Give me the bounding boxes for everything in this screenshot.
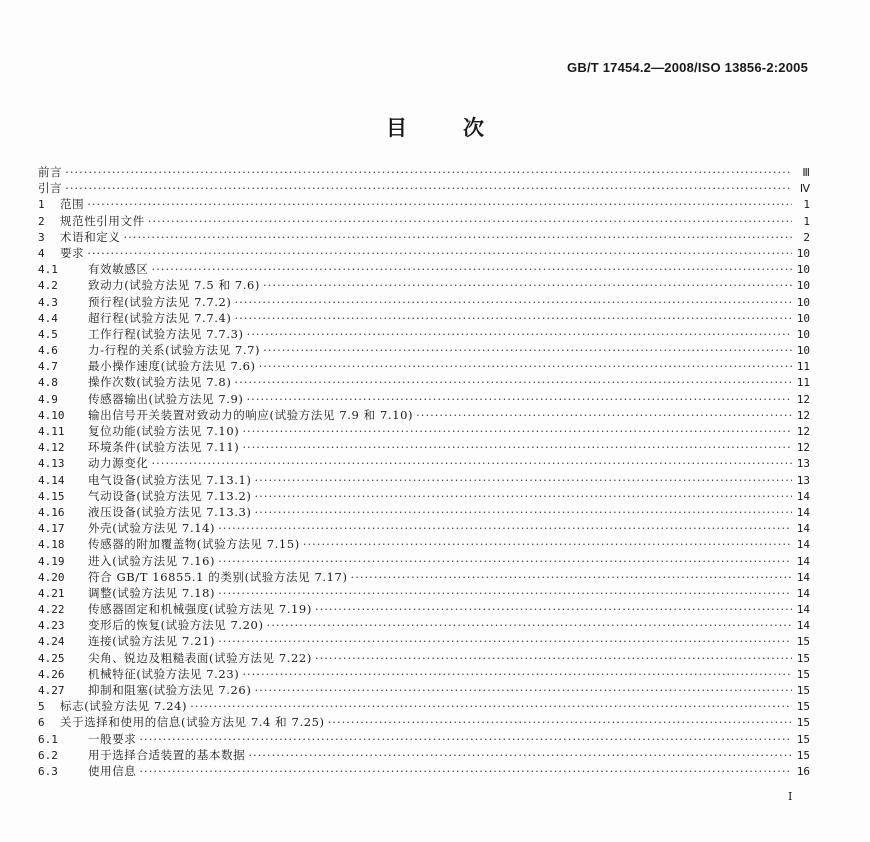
toc-entry-title: 标志(试验方法见 7.24) <box>60 699 188 714</box>
toc-entry-number: 4.3 <box>38 295 58 309</box>
toc-leader-dots <box>149 261 793 277</box>
toc-entry-page: 12 <box>796 408 810 422</box>
toc-entry-title: 力-行程的关系(试验方法见 7.7) <box>88 343 261 358</box>
toc-entry <box>38 358 810 374</box>
toc-entry-page: 11 <box>796 376 810 390</box>
toc-entry-page: 16 <box>796 764 810 778</box>
toc-entry-number: 4.25 <box>38 651 65 665</box>
toc-leader-dots <box>232 294 793 310</box>
toc-leader-dots <box>62 180 792 196</box>
toc-leader-dots <box>84 245 792 261</box>
toc-entry <box>38 423 810 439</box>
toc-leader-dots <box>300 536 792 552</box>
toc-entry-title: 术语和定义 <box>60 229 121 244</box>
toc-entry-title: 工作行程(试验方法见 7.7.3) <box>88 326 244 341</box>
page-title: 目次 <box>386 115 540 140</box>
toc-entry <box>38 633 810 649</box>
toc-entry-page: 15 <box>796 748 810 762</box>
toc-entry-title: 一般要求 <box>88 731 137 746</box>
toc-entry-title: 操作次数(试验方法见 7.8) <box>88 375 232 390</box>
toc-entry-number: 4.20 <box>38 570 65 584</box>
toc-entry <box>38 326 810 342</box>
toc-entry-title: 电气设备(试验方法见 7.13.1) <box>88 472 252 487</box>
toc-entry <box>38 277 810 293</box>
toc-leader-dots <box>251 682 792 698</box>
toc-entry <box>38 650 810 666</box>
toc-entry-number: 4 <box>38 246 45 260</box>
toc-leader-dots <box>136 731 792 747</box>
toc-entry-title: 连接(试验方法见 7.21) <box>88 634 216 649</box>
toc-entry <box>38 310 810 326</box>
toc-entry-page: 2 <box>803 230 810 244</box>
toc-entry-number: 4.13 <box>38 457 65 471</box>
toc-entry-number: 3 <box>38 230 45 244</box>
toc-entry-number: 4.24 <box>38 635 65 649</box>
toc-entry-page: Ⅲ <box>802 166 810 179</box>
toc-entry-page: 15 <box>796 651 810 665</box>
toc-entry-page: 13 <box>796 457 810 471</box>
toc-entry-number: 4.12 <box>38 441 65 455</box>
toc-entry-title: 液压设备(试验方法见 7.13.3) <box>88 504 252 519</box>
toc-entry-number: 5 <box>38 700 45 714</box>
toc-leader-dots <box>136 763 792 779</box>
toc-entry <box>38 714 810 730</box>
page-number: I <box>788 790 793 803</box>
toc-entry-title: 范围 <box>60 197 85 212</box>
toc-entry <box>38 488 810 504</box>
toc-entry-title: 超行程(试验方法见 7.7.4) <box>88 310 232 325</box>
toc-entry-page: 15 <box>796 716 810 730</box>
toc-entry-title: 环境条件(试验方法见 7.11) <box>88 440 240 455</box>
table-of-contents <box>38 164 810 779</box>
toc-entry <box>38 455 810 471</box>
toc-entry <box>38 229 810 245</box>
toc-entry <box>38 213 810 229</box>
toc-entry-title: 机械特征(试验方法见 7.23) <box>88 666 240 681</box>
toc-entry-page: 10 <box>796 263 810 277</box>
toc-entry <box>38 536 810 552</box>
toc-entry-title: 要求 <box>60 245 85 260</box>
toc-entry <box>38 601 810 617</box>
toc-leader-dots <box>215 520 792 536</box>
toc-leader-dots <box>256 358 792 374</box>
toc-entry-number: 4.9 <box>38 392 58 406</box>
toc-entry-page: 14 <box>796 489 810 503</box>
toc-entry-number: 6.1 <box>38 732 58 746</box>
toc-entry-number: 4.5 <box>38 327 58 341</box>
toc-entry-page: 1 <box>803 214 810 228</box>
toc-entry-number: 4.10 <box>38 408 65 422</box>
toc-leader-dots <box>413 407 792 423</box>
toc-entry-page: 12 <box>796 441 810 455</box>
toc-entry <box>38 261 810 277</box>
toc-leader-dots <box>312 601 792 617</box>
toc-entry-page: 14 <box>796 554 810 568</box>
toc-leader-dots <box>252 472 792 488</box>
toc-leader-dots <box>348 569 792 585</box>
toc-entry-page: 15 <box>796 635 810 649</box>
toc-leader-dots <box>252 488 792 504</box>
toc-entry-number: 4.27 <box>38 684 65 697</box>
toc-entry-page: 15 <box>796 684 810 697</box>
toc-leader-dots <box>312 650 792 666</box>
toc-entry-number: 4.23 <box>38 619 65 633</box>
toc-leader-dots <box>239 439 792 455</box>
toc-entry <box>38 698 810 714</box>
toc-leader-dots <box>145 213 792 229</box>
toc-entry-title: 抑制和阻塞(试验方法见 7.26) <box>88 683 252 697</box>
toc-leader-dots <box>325 714 792 730</box>
toc-entry-title: 传感器的附加覆盖物(试验方法见 7.15) <box>88 537 300 552</box>
toc-entry <box>38 569 810 585</box>
toc-entry <box>38 407 810 423</box>
toc-leader-dots <box>260 342 792 358</box>
toc-entry-page: 14 <box>796 522 810 536</box>
toc-entry-number: 4.2 <box>38 279 58 293</box>
toc-entry <box>38 682 810 698</box>
toc-leader-dots <box>232 310 793 326</box>
toc-entry-page: 12 <box>796 425 810 438</box>
toc-entry <box>38 617 810 633</box>
toc-entry-page: 15 <box>796 732 810 746</box>
toc-entry-number: 4.26 <box>38 667 65 681</box>
toc-entry-number: 4.15 <box>38 489 65 503</box>
toc-entry-page: 14 <box>796 619 810 633</box>
toc-entry-page: 15 <box>796 700 810 714</box>
toc-entry-title: 关于选择和使用的信息(试验方法见 7.4 和 7.25) <box>60 715 325 730</box>
toc-entry-title: 预行程(试验方法见 7.7.2) <box>88 294 232 309</box>
toc-entry-number: 4.4 <box>38 311 58 325</box>
toc-leader-dots <box>62 164 792 180</box>
toc-entry <box>38 196 810 212</box>
toc-entry-title: 传感器输出(试验方法见 7.9) <box>88 391 244 406</box>
toc-leader-dots <box>239 423 792 439</box>
toc-entry-number: 2 <box>38 214 45 228</box>
toc-entry-page: 14 <box>796 603 810 617</box>
toc-leader-dots <box>231 374 792 390</box>
toc-entry-title: 传感器固定和机械强度(试验方法见 7.19) <box>88 602 312 617</box>
toc-entry-number: 4.17 <box>38 522 65 536</box>
toc-entry-number: 4.21 <box>38 586 65 600</box>
toc-entry <box>38 374 810 390</box>
toc-entry-title: 规范性引用文件 <box>60 213 145 228</box>
toc-leader-dots <box>215 633 792 649</box>
toc-entry-title: 致动力(试验方法见 7.5 和 7.6) <box>88 278 261 293</box>
toc-entry <box>38 391 810 407</box>
toc-entry-page: 13 <box>796 473 810 487</box>
toc-entry-page: 14 <box>796 538 810 552</box>
toc-entry-title: 变形后的恢复(试验方法见 7.20) <box>88 618 264 633</box>
toc-entry-page: 15 <box>796 667 810 681</box>
toc-entry-number: 4.19 <box>38 554 65 568</box>
toc-leader-dots <box>264 617 792 633</box>
toc-entry-number: 4.16 <box>38 505 65 519</box>
toc-entry-number: 4.8 <box>38 376 58 390</box>
toc-entry-page: 10 <box>796 311 810 325</box>
toc-entry-number: 4.11 <box>38 425 65 438</box>
toc-entry-title: 前言 <box>38 165 63 179</box>
toc-entry-number: 6.2 <box>38 748 58 762</box>
toc-entry <box>38 342 810 358</box>
toc-entry-title: 复位功能(试验方法见 7.10) <box>88 424 240 438</box>
toc-entry <box>38 553 810 569</box>
toc-entry <box>38 763 810 779</box>
toc-entry-title: 有效敏感区 <box>88 262 149 277</box>
toc-entry <box>38 164 810 180</box>
toc-entry-title: 外壳(试验方法见 7.14) <box>88 521 216 536</box>
toc-entry-number: 4.22 <box>38 603 65 617</box>
toc-entry <box>38 731 810 747</box>
toc-entry <box>38 472 810 488</box>
standard-number: GB/T 17454.2—2008/ISO 13856-2:2005 <box>567 60 808 75</box>
toc-leader-dots <box>244 391 792 407</box>
toc-entry-page: 11 <box>796 360 810 374</box>
toc-leader-dots <box>149 455 793 471</box>
toc-entry-page: 10 <box>796 344 810 358</box>
toc-entry-title: 调整(试验方法见 7.18) <box>88 585 216 600</box>
toc-leader-dots <box>121 229 793 245</box>
toc-entry-page: 14 <box>796 505 810 519</box>
toc-entry-title: 符合 GB/T 16855.1 的类别(试验方法见 7.17) <box>88 569 348 584</box>
toc-entry-title: 尖角、锐边及粗糙表面(试验方法见 7.22) <box>88 650 312 665</box>
toc-entry <box>38 245 810 261</box>
toc-entry-number: 4.6 <box>38 344 58 358</box>
toc-entry <box>38 294 810 310</box>
toc-entry-title: 进入(试验方法见 7.16) <box>88 553 216 568</box>
toc-entry-title: 输出信号开关装置对致动力的响应(试验方法见 7.9 和 7.10) <box>88 407 414 422</box>
toc-entry-title: 使用信息 <box>88 763 137 778</box>
toc-entry-title: 动力源变化 <box>88 456 149 471</box>
toc-entry <box>38 180 810 196</box>
toc-entry-title: 用于选择合适装置的基本数据 <box>88 747 246 762</box>
toc-entry-number: 4.14 <box>38 473 65 487</box>
toc-leader-dots <box>215 585 792 601</box>
toc-entry-number: 6.3 <box>38 764 58 778</box>
toc-entry <box>38 439 810 455</box>
toc-entry-number: 4.18 <box>38 538 65 552</box>
toc-entry-title: 引言 <box>38 181 63 196</box>
toc-leader-dots <box>260 277 792 293</box>
toc-leader-dots <box>239 666 792 682</box>
toc-entry-page: 12 <box>796 392 810 406</box>
toc-entry <box>38 504 810 520</box>
toc-entry-page: Ⅳ <box>799 182 810 196</box>
toc-leader-dots <box>244 326 792 342</box>
toc-leader-dots <box>187 698 792 714</box>
toc-leader-dots <box>84 196 792 212</box>
toc-entry-number: 4.1 <box>38 263 58 277</box>
toc-entry-number: 6 <box>38 716 45 730</box>
toc-entry-page: 14 <box>796 570 810 584</box>
toc-entry-page: 10 <box>796 246 810 260</box>
toc-entry <box>38 520 810 536</box>
toc-entry-number: 4.7 <box>38 360 58 374</box>
toc-leader-dots <box>215 553 792 569</box>
toc-entry <box>38 585 810 601</box>
toc-leader-dots <box>245 747 792 763</box>
toc-entry-page: 14 <box>796 586 810 600</box>
toc-entry-number: 1 <box>38 198 45 212</box>
toc-entry-page: 1 <box>803 198 810 212</box>
toc-entry-title: 最小操作速度(试验方法见 7.6) <box>88 359 256 374</box>
toc-leader-dots <box>252 504 792 520</box>
toc-entry <box>38 666 810 682</box>
toc-entry <box>38 747 810 763</box>
toc-entry-page: 10 <box>796 327 810 341</box>
toc-entry-page: 10 <box>796 295 810 309</box>
toc-entry-page: 10 <box>796 279 810 293</box>
toc-entry-title: 气动设备(试验方法见 7.13.2) <box>88 488 252 503</box>
